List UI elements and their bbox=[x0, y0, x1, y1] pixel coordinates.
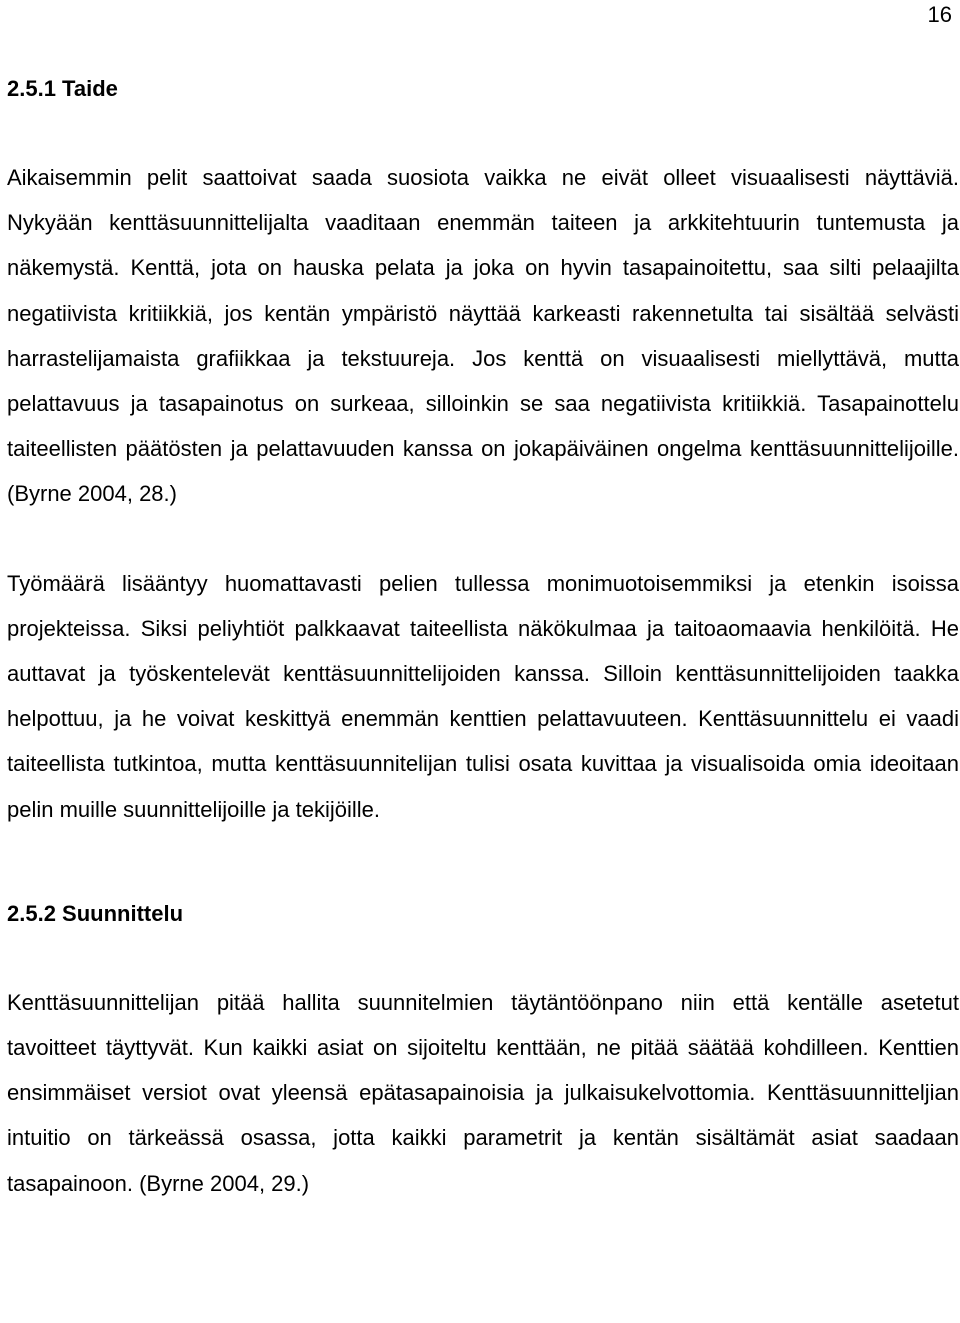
section-suunnittelu bbox=[7, 898, 959, 1206]
section-taide bbox=[7, 73, 959, 832]
paragraph: Kenttäsuunnittelijan pitää hallita suunnitelmien täytäntöönpano niin että kentälle asetetut tavoitteet täyttyvät. Kun kaikki asiat on sijoiteltu kenttään, ne pitää säätää kohdilleen. Kenttien ensimmäiset versiot ovat yleensä epätasapainoisia ja julkaisukelvottomia. Kenttäsuunnitteljian intuitio on tärkeässä osassa, jotta kaikki parametrit ja kentän sisältämät asiat saadaan tasapainoon. (Byrne 2004, 29.) bbox=[7, 989, 959, 1196]
section-heading-taide: 2.5.1 Taide bbox=[7, 76, 118, 101]
document-body bbox=[7, 73, 959, 1206]
page-number: 16 bbox=[927, 2, 952, 27]
paragraph: Työmäärä lisääntyy huomattavasti pelien tullessa monimuotoisemmiksi ja etenkin isoissa projekteissa. Siksi peliyhtiöt palkkaavat taiteellista näkökulmaa ja taitoaomaavia henkilöitä. He auttavat ja työskentelevät kenttäsuunnittelijoiden kanssa. Silloin kenttäsunnittelijoiden taakka helpottuu, ja he voivat keskittyä enemmän kenttien pelattavuuteen. Kenttäsuunnittelu ei vaadi taiteellista tutkintoa, mutta kenttäsuunnitelijan tulisi osata kuvittaa ja visualisoida omia ideoitaan pelin muille suunnittelijoille ja tekijöille. bbox=[7, 570, 959, 822]
section-heading-suunnittelu: 2.5.2 Suunnittelu bbox=[7, 900, 184, 926]
paragraph: Aikaisemmin pelit saattoivat saada suosiota vaikka ne eivät olleet visuaalisesti näyttäviä. Nykyään kenttäsuunnittelijalta vaaditaan enemmän taiteen ja arkkitehtuurin tuntemusta ja näkemystä. Kenttä, jota on hauska pelata ja joka on hyvin tasapainoitettu, saa silti pelaajilta negatiivista kritiikkiä, jos kentän ympäristö näyttää karkeasti rakennetulta tai sisältää selvästi harrastelijamaista grafiikkaa ja tekstuureja. Jos kenttä on visuaalisesti miellyttävä, mutta pelattavuus ja tasapainotus on surkeaa, silloinkin se saa negatiivista kritiikkiä. Tasapainottelu taiteellisten päätösten ja pelattavuuden kanssa on jokapäiväinen ongelma kenttäsuunnittelijoille. (Byrne 2004, 28.) bbox=[7, 165, 959, 507]
